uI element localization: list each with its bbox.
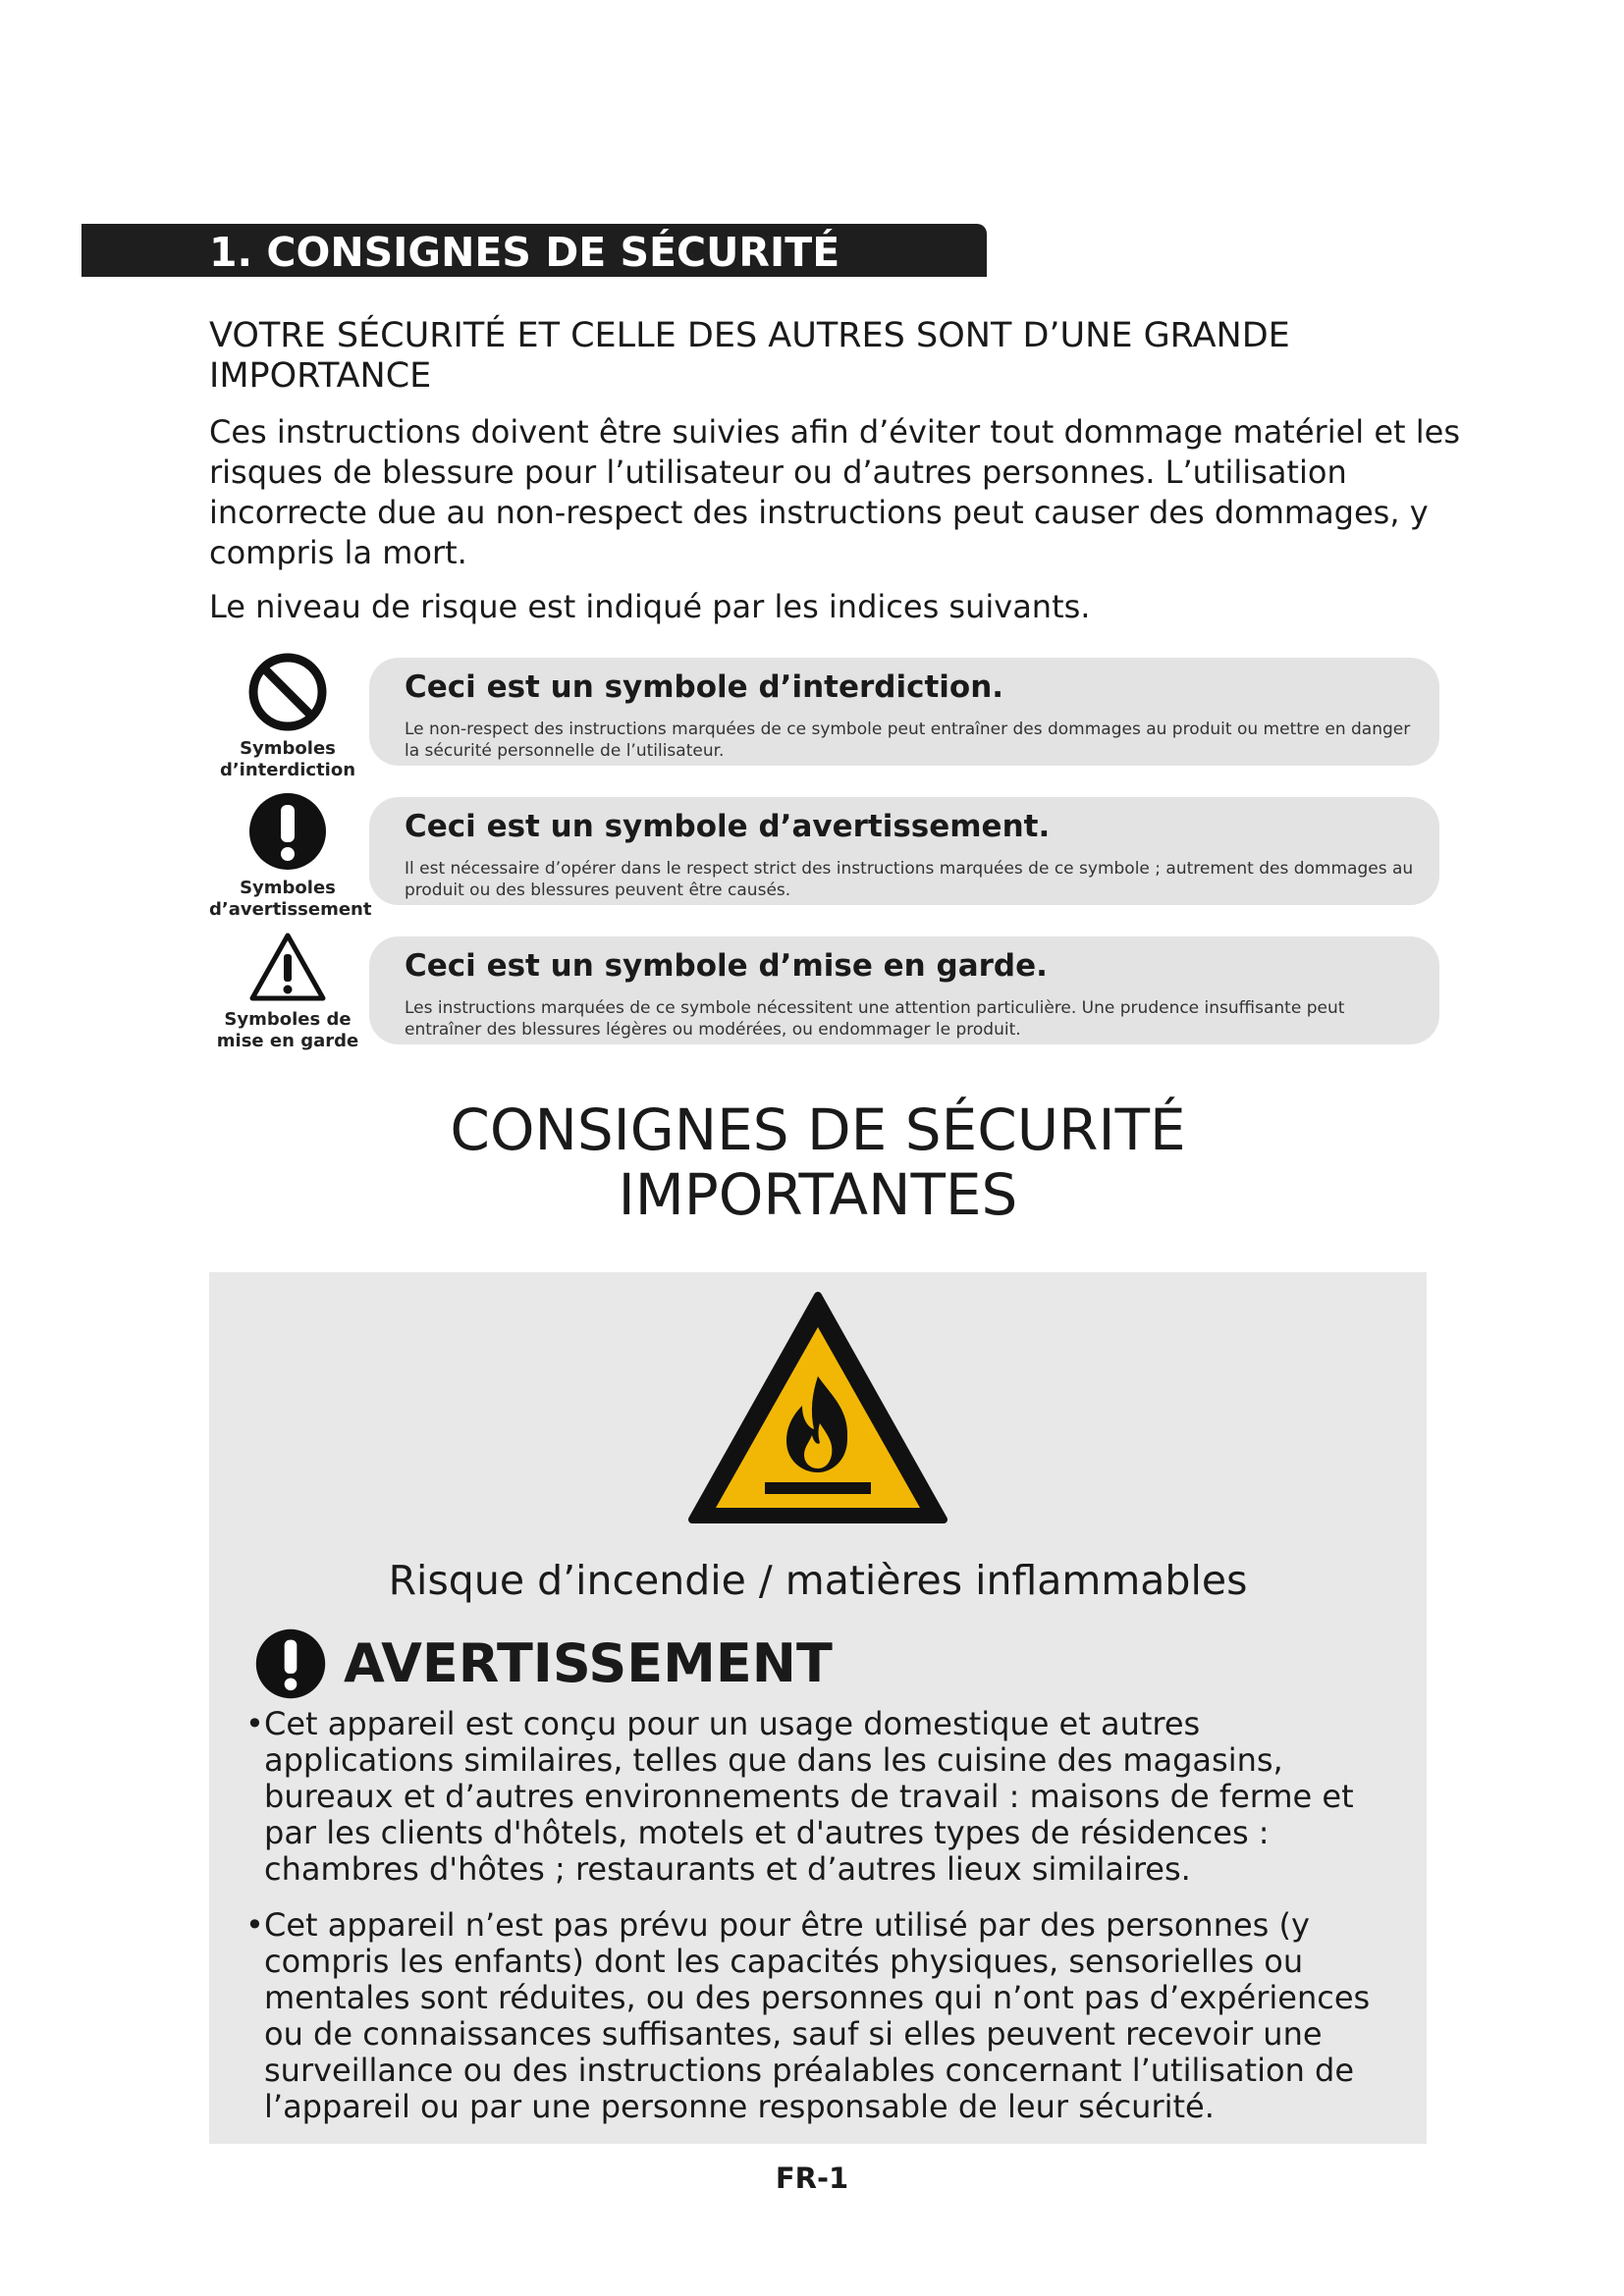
symbol-description-box <box>369 658 1439 766</box>
heading-line-2: IMPORTANTES <box>618 1161 1018 1228</box>
symbol-title: Ceci est un symbole d’avertissement. <box>405 809 1051 844</box>
list-item: •Cet appareil n’est pas prévu pour être utilisé par des personnes (y compris les enfants) dont les capacités physiques, sensorielles ou mentales sont réduites, ou des personnes qui n’ont pas d’expériences ou de connaissances suffisantes, sauf si elles peuvent recevoir une surveillance ou des instructions préalables concernant l’utilisation de l’appareil ou par une personne responsable de leur sécurité. <box>245 1906 1371 2125</box>
symbol-row-prohibition <box>209 652 1446 780</box>
symbol-text: Il est nécessaire d’opérer dans le respect strict des instructions marquées de ce symbole ; autrement des dommages au produit ou des blessures peuvent être causés. <box>405 859 1414 900</box>
exclamation-circle-icon <box>254 1628 327 1700</box>
warning-label: AVERTISSEMENT <box>344 1632 833 1694</box>
prohibition-icon <box>247 652 328 732</box>
subtitle: VOTRE SÉCURITÉ ET CELLE DES AUTRES SONT D’UNE GRANDE IMPORTANCE <box>209 316 1290 396</box>
symbol-title: Ceci est un symbole d’interdiction. <box>405 669 1004 705</box>
symbol-text: Les instructions marquées de ce symbole nécessitent une attention particulière. Une prudence insuffisante peut entraîner des blessures légères ou modérées, ou endommager le produit. <box>405 998 1345 1040</box>
symbol-caption: Symboles de mise en garde <box>216 1009 359 1051</box>
symbol-title: Ceci est un symbole d’mise en garde. <box>405 948 1048 984</box>
symbol-description-box <box>369 797 1439 905</box>
section-title: 1. CONSIGNES DE SÉCURITÉ <box>209 229 840 276</box>
symbol-row-caution <box>209 931 1446 1051</box>
list-item: •Cet appareil est conçu pour un usage domestique et autres applications similaires, telles que dans les cuisine des magasins, bureaux et d’autres environnements de travail : maisons de ferme et par les clients d'hôtels, motels et d'autres types de résidences : chambres d'hôtes ; restaurants et d’autres lieux similaires. <box>245 1705 1354 1888</box>
important-safety-heading <box>209 1097 1427 1227</box>
warning-bullet-list <box>209 1706 1427 2145</box>
flammable-warning-icon <box>684 1288 951 1527</box>
symbol-description-box <box>369 936 1439 1044</box>
symbol-row-warning <box>209 791 1446 920</box>
heading-line-1: CONSIGNES DE SÉCURITÉ <box>450 1096 1186 1163</box>
page-number: FR-1 <box>775 2162 849 2195</box>
caution-triangle-icon <box>247 931 328 1003</box>
risk-level-intro: Le niveau de risque est indiqué par les indices suivants. <box>209 588 1091 625</box>
symbol-text: Le non-respect des instructions marquées de ce symbole peut entraîner des dommages au produit ou mettre en danger la sécurité personnelle de l’utilisateur. <box>405 720 1411 761</box>
warning-panel <box>209 1272 1427 2144</box>
fire-risk-caption: Risque d’incendie / matières inflammables <box>388 1557 1248 1604</box>
exclamation-circle-icon <box>247 791 328 872</box>
intro-paragraph: Ces instructions doivent être suivies afin d’éviter tout dommage matériel et les risques de blessure pour l’utilisateur ou d’autres personnes. L’utilisation incorrecte due au non-respect des instructions peut causer des dommages, y compris la mort. <box>209 413 1460 571</box>
symbol-caption: Symboles d’avertissement <box>209 878 372 920</box>
symbol-caption: Symboles d’interdiction <box>219 738 356 780</box>
